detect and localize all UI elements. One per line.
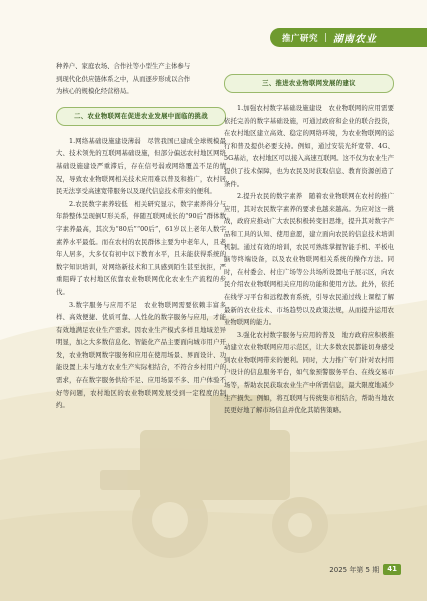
section-heading-challenges: 二、农业物联网在促进农业发展中面临的挑战 xyxy=(56,107,226,126)
page-footer xyxy=(329,564,401,575)
paragraph-digital-literacy: 2.农民数字素养较低 相关研究显示，数字素养得分与年龄整体呈现倒U形关系，伴随互联网成长的“90后”群体数字素养最高，其次为“80后”“00后”，61岁以上老年人数字素养水平最低。而在农村的农民群体主要为中老年人，且老年人居多，大多仅有初中以下教育水平，且未能获得系统的数字知识培训，对网络新技术和工具感到陌生甚至抗拒，严重阻碍了农村地区依靠农业物联网优化农业生产流程的步伐。 xyxy=(56,199,226,296)
section-header-banner xyxy=(270,28,427,47)
section-title: 推广研究 xyxy=(282,33,319,44)
intro-line-2: 到现代化供应链体系之中，从而逐步形成以合作 xyxy=(56,74,191,83)
paragraph-strengthen-infrastructure: 1.加强农村数字基础设施建设 农业物联网的应用需要依托完善的数字基础设施，可通过政府和企业的联合投资，在农村地区建立高效、稳定的网络环境，为农业物联网的运行和普及提供必要支持。例如，通过安装光纤宽带、4G、5G基站，农村地区可以接入高速互联网。这不仅为农业生产提供了技术保障，也为农民及时获取信息、教育资源创造了条件。 xyxy=(224,104,394,188)
magazine-title: 湖南农业 xyxy=(332,34,377,45)
right-column xyxy=(224,60,394,417)
section-heading-suggestions: 三、推进农业物联网发展的建议 xyxy=(224,74,394,93)
left-column xyxy=(56,60,226,412)
paragraph-network-infrastructure: 1.网络基础设施建设薄弱 尽管我国已建成全球规模最大、技术领先的互联网基础设施，但部分偏远农村地区网络基础设施建设严重滞后，存在信号弱或网络覆盖不足的情况，导致农业物联网相关技术应用难以普及和推广，农村居民无法享受高速宽带服务以及现代信息技术带来的便利。 xyxy=(56,136,226,196)
issue-label: 2025 年第 5 期 xyxy=(329,565,380,574)
intro-line-1: 种养户、家庭农场、合作社等小型生产主体参与 xyxy=(56,62,191,70)
intro-line-3: 为核心的规模化经营格局。 xyxy=(56,87,133,96)
paragraph-digital-services: 3.数字服务与应用不足 农业物联网需要依赖丰富多样、高效便捷、优质可靠、人性化的数字服务与应用，才能有效地满足农业生产需求。因农业生产模式多样且地域差异明显，加之大多数信息化、智能化产品主要面向城市用户开发，农业物联网数字服务和应用在使用场景、界面设计、功能设置上未与地方农业生产实际相结合，不符合乡村用户的需求，存在数字服务供给不足、应用场景不多、用户体验不好等问题，农村地区的农业物联网发展受到一定程度的制约。 xyxy=(56,300,226,410)
page-number: 41 xyxy=(383,564,401,575)
paragraph-improve-literacy: 2.提升农民的数字素养 随着农业物联网在农村的推广应用，其对农民数字素养的要求也越来越高。为应对这一挑战，政府应推动广大农民积极转变旧思维，提升其对数字产品和工具的认知、使用意愿，建立面向农民的信息技术培训机制。通过有效的培训，农民可熟练掌握智能手机、平板电脑等终端设备，以及农业物联网相关系统的操作方法。同时，在村委会、村庄广场等公共场所设置电子展示区，向农民介绍农业物联网相关应用的功能和使用方法。此外，依托在线学习平台和远程教育系统，引导农民通过线上课程了解最新的农业技术、市场趋势以及政策法规，从而提升运用农业物联网的能力。 xyxy=(224,192,394,327)
header-separator: | xyxy=(324,32,327,43)
paragraph-popularize-services: 3.强化农村数字服务与应用的普及 地方政府应积极推动建立农业物联网应用示范区，让大多数农民都能切身感受到农业物联网带来的便利。同时，大力推广专门针对农村用户设计的信息服务平台，如气象预警服务平台、在线交易市场等，帮助农民获取农业生产中所需信息，最大限度地减少生产损失。例如，将互联网与传统集市相结合，帮助当地农民更好地了解市场信息并优化其销售策略。 xyxy=(224,330,394,415)
